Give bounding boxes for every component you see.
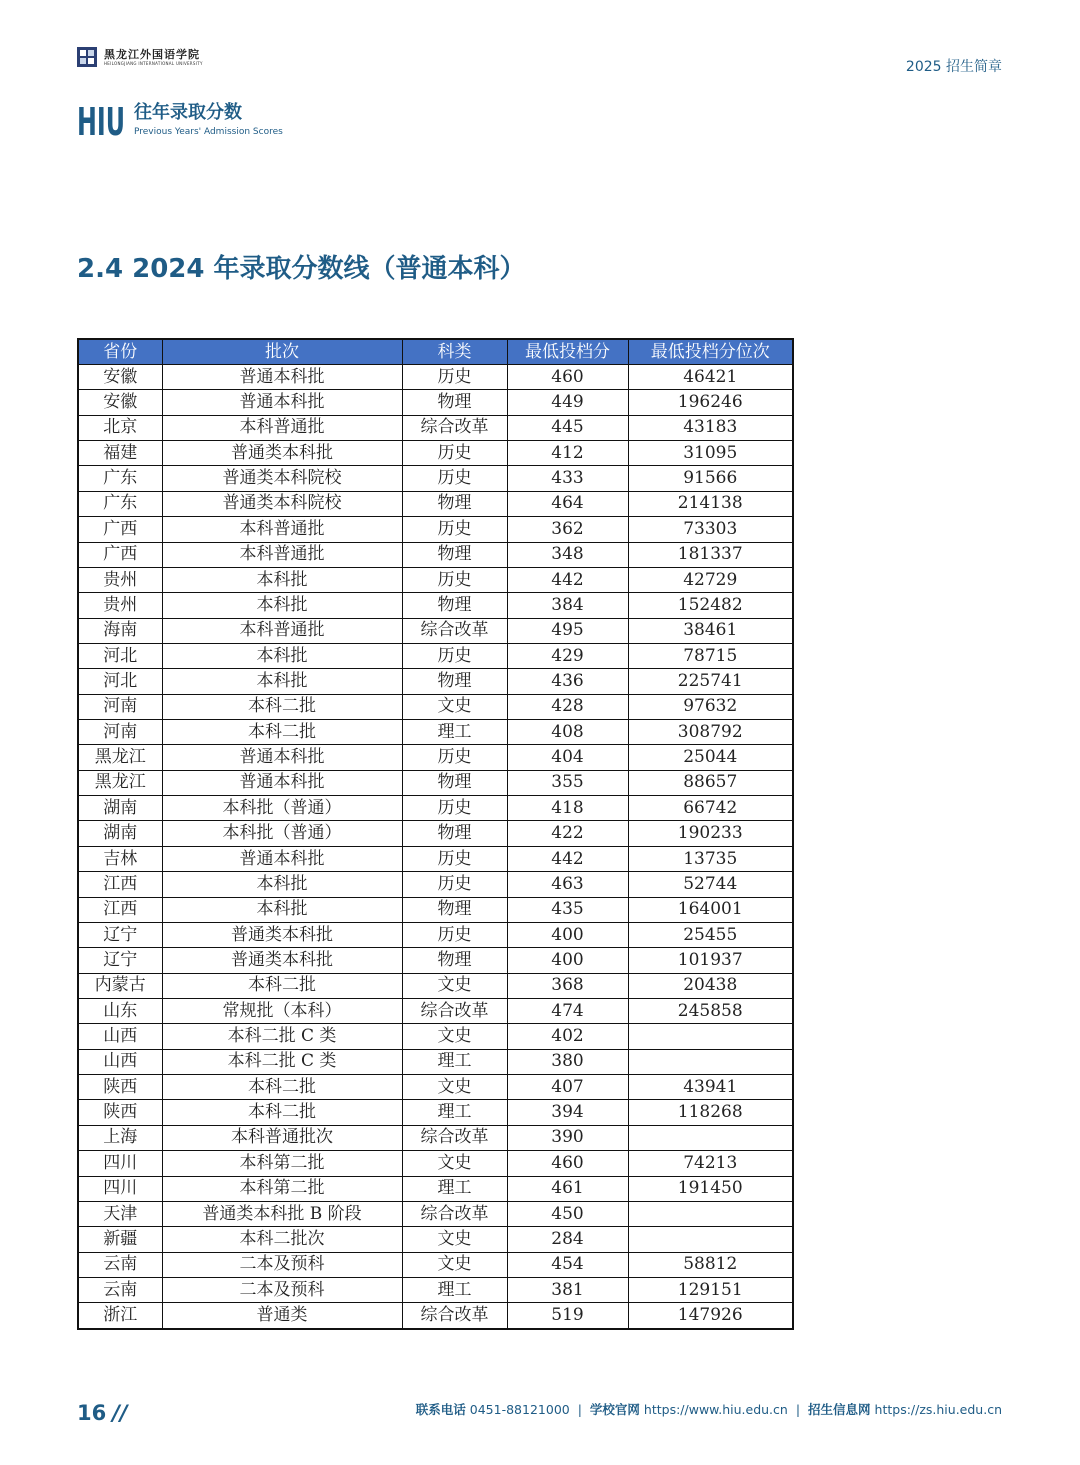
cell-min-rank: 181337 [628, 542, 793, 567]
cell-subject-type: 理工 [402, 1176, 507, 1201]
cell-batch: 本科二批 C 类 [162, 1024, 402, 1049]
cell-subject-type: 综合改革 [402, 1125, 507, 1150]
table-row [78, 948, 793, 973]
cell-min-rank: 42729 [628, 567, 793, 592]
hiu-logo-icon [77, 100, 126, 144]
cell-min-score: 407 [507, 1075, 628, 1100]
page-title: 2.4 2024 年录取分数线（普通本科） [77, 254, 526, 284]
cell-province: 湖南 [78, 796, 162, 821]
cell-subject-type: 历史 [402, 796, 507, 821]
cell-subject-type: 物理 [402, 948, 507, 973]
cell-province: 山西 [78, 1024, 162, 1049]
cell-batch: 普通本科批 [162, 846, 402, 871]
table-row [78, 1176, 793, 1201]
table-row [78, 998, 793, 1023]
cell-min-score: 454 [507, 1252, 628, 1277]
cell-subject-type: 综合改革 [402, 998, 507, 1023]
cell-province: 河南 [78, 720, 162, 745]
cell-min-score: 355 [507, 770, 628, 795]
header-province: 省份 [78, 339, 162, 365]
cell-min-rank: 214138 [628, 491, 793, 516]
cell-subject-type: 历史 [402, 643, 507, 668]
cell-province: 广西 [78, 517, 162, 542]
cell-province: 山西 [78, 1049, 162, 1074]
cell-min-score: 384 [507, 593, 628, 618]
cell-min-rank: 20438 [628, 973, 793, 998]
table-row [78, 1227, 793, 1252]
logo-chinese-name: 黑龙江外国语学院 [104, 47, 200, 61]
phone-label: 联系电话 [415, 1402, 466, 1417]
cell-min-rank: 43941 [628, 1075, 793, 1100]
table-row [78, 669, 793, 694]
hiu-mark-text: HIU [77, 100, 125, 144]
cell-batch: 普通本科批 [162, 745, 402, 770]
cell-subject-type: 物理 [402, 821, 507, 846]
website-link[interactable]: https://www.hiu.edu.cn [643, 1402, 788, 1417]
table-body [78, 365, 793, 1329]
cell-province: 贵州 [78, 567, 162, 592]
university-logo [76, 46, 203, 68]
cell-subject-type: 物理 [402, 669, 507, 694]
cell-province: 福建 [78, 441, 162, 466]
page-number-value: 16 [77, 1401, 107, 1425]
cell-batch: 本科批 [162, 593, 402, 618]
cell-province: 上海 [78, 1125, 162, 1150]
cell-min-score: 394 [507, 1100, 628, 1125]
cell-subject-type: 物理 [402, 897, 507, 922]
cell-subject-type: 历史 [402, 441, 507, 466]
cell-min-score: 429 [507, 643, 628, 668]
cell-min-score: 368 [507, 973, 628, 998]
table-row [78, 1277, 793, 1302]
cell-batch: 普通本科批 [162, 390, 402, 415]
cell-subject-type: 历史 [402, 365, 507, 390]
cell-min-score: 450 [507, 1201, 628, 1226]
cell-min-rank: 25455 [628, 922, 793, 947]
cell-subject-type: 理工 [402, 720, 507, 745]
cell-subject-type: 历史 [402, 745, 507, 770]
cell-min-score: 362 [507, 517, 628, 542]
page-number-separator: // [112, 1401, 128, 1425]
cell-min-score: 402 [507, 1024, 628, 1049]
cell-min-score: 464 [507, 491, 628, 516]
header-batch: 批次 [162, 339, 402, 365]
cell-province: 黑龙江 [78, 770, 162, 795]
table-row [78, 745, 793, 770]
cell-batch: 本科普通批 [162, 415, 402, 440]
table-row [78, 542, 793, 567]
cell-batch: 本科二批 C 类 [162, 1049, 402, 1074]
cell-min-score: 400 [507, 922, 628, 947]
logo-english-name: HEILONGJIANG INTERNATIONAL UNIVERSITY [104, 60, 203, 66]
cell-province: 陕西 [78, 1100, 162, 1125]
cell-subject-type: 历史 [402, 567, 507, 592]
admission-site-link[interactable]: https://zs.hiu.edu.cn [874, 1402, 1002, 1417]
table-row [78, 897, 793, 922]
cell-subject-type: 文史 [402, 973, 507, 998]
header-min-score: 最低投档分 [507, 339, 628, 365]
cell-province: 河南 [78, 694, 162, 719]
cell-batch: 本科批（普通） [162, 821, 402, 846]
cell-min-score: 381 [507, 1277, 628, 1302]
section-title-cn: 往年录取分数 [134, 101, 242, 123]
cell-province: 江西 [78, 872, 162, 897]
cell-subject-type: 文史 [402, 1151, 507, 1176]
cell-subject-type: 理工 [402, 1049, 507, 1074]
cell-min-rank: 129151 [628, 1277, 793, 1302]
table-row [78, 846, 793, 871]
cell-min-score: 445 [507, 415, 628, 440]
cell-min-score: 495 [507, 618, 628, 643]
cell-batch: 本科第二批 [162, 1176, 402, 1201]
cell-batch: 二本及预科 [162, 1277, 402, 1302]
cell-min-rank: 43183 [628, 415, 793, 440]
cell-batch: 本科第二批 [162, 1151, 402, 1176]
cell-province: 山东 [78, 998, 162, 1023]
cell-subject-type: 理工 [402, 1277, 507, 1302]
cell-province: 广东 [78, 466, 162, 491]
cell-province: 贵州 [78, 593, 162, 618]
table-row [78, 1100, 793, 1125]
cell-min-score: 418 [507, 796, 628, 821]
table-row [78, 1049, 793, 1074]
cell-province: 安徽 [78, 390, 162, 415]
cell-min-score: 380 [507, 1049, 628, 1074]
table-row [78, 922, 793, 947]
cell-min-rank: 225741 [628, 669, 793, 694]
admission-site-label: 招生信息网 [808, 1402, 871, 1417]
brochure-title: 2025 招生简章 [905, 59, 1002, 75]
cell-min-score: 463 [507, 872, 628, 897]
cell-min-score: 422 [507, 821, 628, 846]
table-row [78, 1201, 793, 1226]
table-row [78, 1252, 793, 1277]
cell-min-rank: 91566 [628, 466, 793, 491]
cell-min-rank: 196246 [628, 390, 793, 415]
cell-batch: 本科批 [162, 872, 402, 897]
cell-province: 黑龙江 [78, 745, 162, 770]
cell-min-rank: 66742 [628, 796, 793, 821]
cell-batch: 普通类本科批 B 阶段 [162, 1201, 402, 1226]
cell-province: 吉林 [78, 846, 162, 871]
cell-subject-type: 历史 [402, 517, 507, 542]
cell-province: 四川 [78, 1176, 162, 1201]
cell-batch: 本科批 [162, 567, 402, 592]
cell-province: 北京 [78, 415, 162, 440]
cell-subject-type: 历史 [402, 872, 507, 897]
cell-min-rank [628, 1024, 793, 1049]
cell-batch: 常规批（本科） [162, 998, 402, 1023]
cell-subject-type: 物理 [402, 770, 507, 795]
table-row [78, 1125, 793, 1150]
cell-subject-type: 历史 [402, 922, 507, 947]
cell-min-score: 412 [507, 441, 628, 466]
footer-separator: | [577, 1402, 582, 1417]
cell-min-rank: 25044 [628, 745, 793, 770]
cell-batch: 本科二批 [162, 694, 402, 719]
cell-min-rank: 13735 [628, 846, 793, 871]
cell-min-score: 449 [507, 390, 628, 415]
cell-min-rank: 38461 [628, 618, 793, 643]
table-row [78, 1151, 793, 1176]
header-subject-type: 科类 [402, 339, 507, 365]
table-row [78, 796, 793, 821]
table-row [78, 466, 793, 491]
cell-min-rank: 101937 [628, 948, 793, 973]
cell-subject-type: 文史 [402, 1075, 507, 1100]
cell-min-rank [628, 1227, 793, 1252]
cell-subject-type: 历史 [402, 466, 507, 491]
cell-min-rank: 46421 [628, 365, 793, 390]
website-label: 学校官网 [589, 1402, 640, 1417]
cell-batch: 本科批 [162, 669, 402, 694]
cell-province: 广西 [78, 542, 162, 567]
table-row [78, 694, 793, 719]
cell-min-rank: 73303 [628, 517, 793, 542]
cell-min-score: 433 [507, 466, 628, 491]
cell-min-rank: 164001 [628, 897, 793, 922]
cell-min-score: 442 [507, 567, 628, 592]
footer-contact [416, 1400, 1002, 1418]
footer-separator: | [795, 1402, 801, 1417]
table-row [78, 872, 793, 897]
cell-subject-type: 综合改革 [402, 415, 507, 440]
cell-min-rank [628, 1049, 793, 1074]
cell-min-score: 404 [507, 745, 628, 770]
cell-province: 四川 [78, 1151, 162, 1176]
cell-province: 广东 [78, 491, 162, 516]
table-row [78, 491, 793, 516]
admission-scores-table [77, 338, 794, 1330]
cell-batch: 普通类本科批 [162, 441, 402, 466]
cell-batch: 本科普通批次 [162, 1125, 402, 1150]
table-row [78, 720, 793, 745]
cell-subject-type: 历史 [402, 846, 507, 871]
phone-number: 0451-88121000 [469, 1402, 570, 1417]
table-row [78, 1303, 793, 1329]
cell-subject-type: 理工 [402, 1100, 507, 1125]
cell-batch: 普通类本科批 [162, 948, 402, 973]
cell-min-rank: 190233 [628, 821, 793, 846]
cell-min-rank: 31095 [628, 441, 793, 466]
table-row [78, 593, 793, 618]
cell-province: 江西 [78, 897, 162, 922]
cell-min-score: 348 [507, 542, 628, 567]
cell-province: 内蒙古 [78, 973, 162, 998]
cell-subject-type: 物理 [402, 390, 507, 415]
table-row [78, 1075, 793, 1100]
cell-subject-type: 综合改革 [402, 1201, 507, 1226]
cell-min-score: 390 [507, 1125, 628, 1150]
cell-batch: 本科二批 [162, 1100, 402, 1125]
cell-batch: 本科批 [162, 643, 402, 668]
cell-subject-type: 综合改革 [402, 618, 507, 643]
cell-batch: 本科二批 [162, 720, 402, 745]
cell-province: 海南 [78, 618, 162, 643]
cell-min-rank: 191450 [628, 1176, 793, 1201]
section-title-en: Previous Years' Admission Scores [134, 126, 283, 137]
cell-min-score: 519 [507, 1303, 628, 1329]
table-row [78, 973, 793, 998]
page-number [77, 1401, 128, 1425]
cell-batch: 普通本科批 [162, 770, 402, 795]
table-header-row [78, 339, 793, 365]
cell-batch: 本科批 [162, 897, 402, 922]
table-row [78, 517, 793, 542]
table-row [78, 365, 793, 390]
cell-batch: 本科二批 [162, 973, 402, 998]
cell-batch: 本科二批次 [162, 1227, 402, 1252]
table-row [78, 567, 793, 592]
cell-subject-type: 物理 [402, 593, 507, 618]
cell-province: 天津 [78, 1201, 162, 1226]
university-seal-icon [76, 46, 98, 68]
cell-subject-type: 物理 [402, 542, 507, 567]
cell-batch: 本科批（普通） [162, 796, 402, 821]
table-row [78, 1024, 793, 1049]
cell-min-score: 435 [507, 897, 628, 922]
table-row [78, 821, 793, 846]
cell-batch: 本科普通批 [162, 618, 402, 643]
table-row [78, 643, 793, 668]
cell-min-score: 400 [507, 948, 628, 973]
cell-subject-type: 综合改革 [402, 1303, 507, 1329]
cell-province: 云南 [78, 1277, 162, 1302]
cell-min-score: 436 [507, 669, 628, 694]
cell-min-rank [628, 1125, 793, 1150]
cell-batch: 普通类本科批 [162, 922, 402, 947]
cell-batch: 普通类本科院校 [162, 491, 402, 516]
cell-min-rank: 118268 [628, 1100, 793, 1125]
table-row [78, 618, 793, 643]
cell-min-rank: 308792 [628, 720, 793, 745]
cell-min-rank: 74213 [628, 1151, 793, 1176]
cell-subject-type: 文史 [402, 694, 507, 719]
cell-min-rank [628, 1201, 793, 1226]
cell-min-score: 460 [507, 365, 628, 390]
cell-min-rank: 78715 [628, 643, 793, 668]
cell-min-rank: 147926 [628, 1303, 793, 1329]
cell-province: 新疆 [78, 1227, 162, 1252]
cell-province: 河北 [78, 643, 162, 668]
cell-min-rank: 152482 [628, 593, 793, 618]
cell-batch: 普通类本科院校 [162, 466, 402, 491]
cell-subject-type: 文史 [402, 1227, 507, 1252]
cell-min-score: 461 [507, 1176, 628, 1201]
cell-min-score: 460 [507, 1151, 628, 1176]
table-row [78, 415, 793, 440]
cell-min-score: 428 [507, 694, 628, 719]
cell-province: 辽宁 [78, 948, 162, 973]
table-row [78, 390, 793, 415]
cell-batch: 本科普通批 [162, 517, 402, 542]
cell-batch: 普通类 [162, 1303, 402, 1329]
cell-province: 安徽 [78, 365, 162, 390]
cell-min-score: 284 [507, 1227, 628, 1252]
cell-min-rank: 88657 [628, 770, 793, 795]
cell-province: 云南 [78, 1252, 162, 1277]
table-row [78, 770, 793, 795]
cell-min-score: 442 [507, 846, 628, 871]
cell-province: 陕西 [78, 1075, 162, 1100]
cell-province: 辽宁 [78, 922, 162, 947]
cell-batch: 本科普通批 [162, 542, 402, 567]
cell-subject-type: 物理 [402, 491, 507, 516]
cell-min-rank: 245858 [628, 998, 793, 1023]
cell-province: 湖南 [78, 821, 162, 846]
section-header [77, 100, 283, 144]
cell-province: 浙江 [78, 1303, 162, 1329]
cell-subject-type: 文史 [402, 1252, 507, 1277]
cell-min-rank: 52744 [628, 872, 793, 897]
cell-province: 河北 [78, 669, 162, 694]
cell-min-rank: 97632 [628, 694, 793, 719]
header-min-rank: 最低投档分位次 [628, 339, 793, 365]
cell-min-rank: 58812 [628, 1252, 793, 1277]
table-row [78, 441, 793, 466]
cell-batch: 本科二批 [162, 1075, 402, 1100]
cell-batch: 普通本科批 [162, 365, 402, 390]
cell-batch: 二本及预科 [162, 1252, 402, 1277]
cell-min-score: 474 [507, 998, 628, 1023]
cell-min-score: 408 [507, 720, 628, 745]
cell-subject-type: 文史 [402, 1024, 507, 1049]
